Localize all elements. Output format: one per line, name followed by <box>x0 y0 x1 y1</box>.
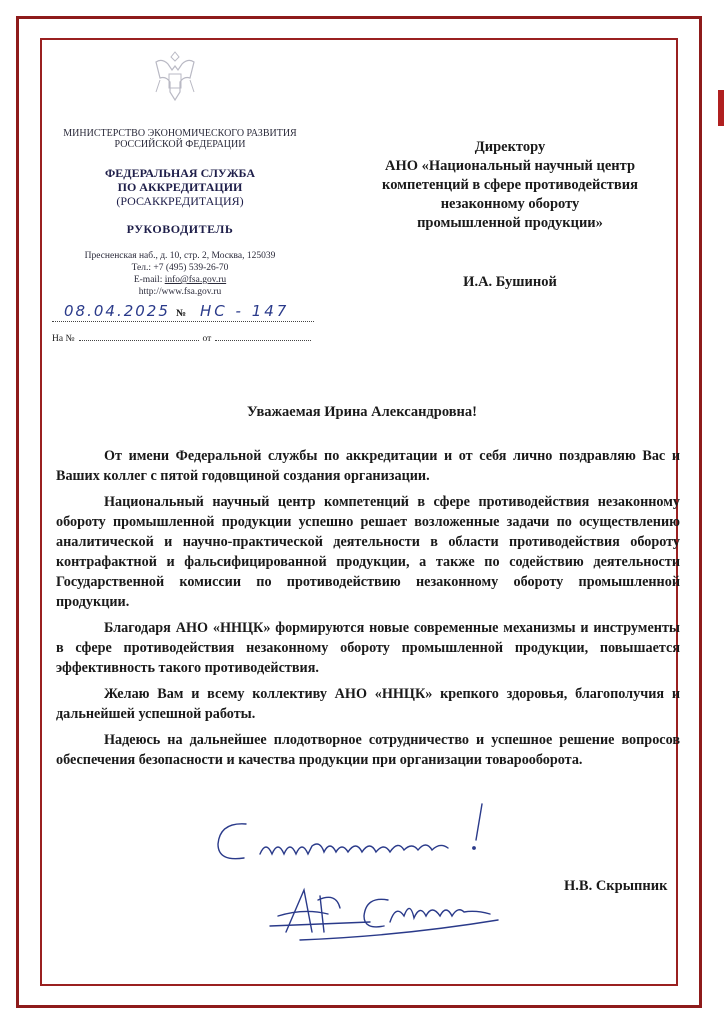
service-short-name: (РОСАККРЕДИТАЦИЯ) <box>116 194 244 208</box>
ministry-line: МИНИСТЕРСТВО ЭКОНОМИЧЕСКОГО РАЗВИТИЯ <box>63 128 297 139</box>
reference-label: На № <box>52 334 75 344</box>
contacts-block <box>40 250 320 298</box>
service-line: ПО АККРЕДИТАЦИИ <box>117 180 243 194</box>
email-label: E-mail: <box>133 275 163 285</box>
addressee-line: Директору <box>474 139 546 155</box>
addressee-line: АНО «Национальный научный центр <box>384 158 636 174</box>
letter-paragraph: Национальный научный центр компетенций в сфере противодействия незаконному обороту промышленной продукции успешно решает возложенные задачи по осуществлению аналитической и научно-практической деятельности в области противодействия обороту контрафактной и фальсифицированной продукции, а также по содействию деятельности Государственной комиссии по противодействию незаконному обороту промышленной продукции. <box>56 494 680 610</box>
reference-blank <box>79 340 199 341</box>
registration-underline <box>52 321 314 322</box>
email-link[interactable]: info@fsa.gov.ru <box>164 275 227 285</box>
greeting: Уважаемая Ирина Александровна! <box>247 404 477 420</box>
email-line <box>40 274 320 286</box>
reference-line <box>52 334 314 344</box>
addressee-line: компетенций в сфере противодействия <box>382 177 638 193</box>
letter-paragraph: От имени Федеральной службы по аккредитации и от себя лично поздравляю Вас и Ваших коллег с пятой годовщиной создания организации. <box>56 448 680 484</box>
service-line: ФЕДЕРАЛЬНАЯ СЛУЖБА <box>105 166 255 180</box>
letter-body <box>56 446 680 776</box>
address: Пресненская наб., д. 10, стр. 2, Москва, 125039 <box>84 251 276 261</box>
registration-number: НС - 147 <box>200 302 290 320</box>
letter-paragraph: Благодаря АНО «ННЦК» формируются новые современные механизмы и инструменты в сфере противодействия незаконному обороту промышленной продукции, повышается эффективность такого противодействия. <box>56 620 680 676</box>
addressee-line: незаконному обороту <box>440 196 580 212</box>
edge-tab <box>718 90 724 126</box>
addressee-block <box>340 138 680 292</box>
letter-paragraph: Надеюсь на дальнейшее плодотворное сотрудничество и успешное решение вопросов обеспечения безопасности и качества продукции при организации товарооборота. <box>56 732 680 768</box>
ministry-line: РОССИЙСКОЙ ФЕДЕРАЦИИ <box>114 139 246 150</box>
letter-paragraph: Желаю Вам и всему коллективу АНО «ННЦК» крепкого здоровья, благополучия и дальнейшей успешной работы. <box>56 686 680 722</box>
addressee-line: промышленной продукции» <box>417 215 603 231</box>
head-title: РУКОВОДИТЕЛЬ <box>126 222 234 236</box>
service-name <box>40 166 320 208</box>
phone: Тел.: +7 (495) 539-26-70 <box>131 263 229 273</box>
reference-date-blank <box>215 340 311 341</box>
reference-from-label: от <box>202 334 212 344</box>
registration-line <box>52 302 314 326</box>
registration-number-label: № <box>176 308 187 319</box>
website-link[interactable]: http://www.fsa.gov.ru <box>138 287 222 297</box>
handwritten-signature <box>200 800 500 950</box>
ministry-name <box>40 128 320 150</box>
registration-date: 08.04.2025 <box>64 302 170 320</box>
addressee-name: И.А. Бушиной <box>463 274 557 290</box>
signer-name: Н.В. Скрыпник <box>564 878 668 894</box>
coat-of-arms-icon <box>150 48 200 106</box>
